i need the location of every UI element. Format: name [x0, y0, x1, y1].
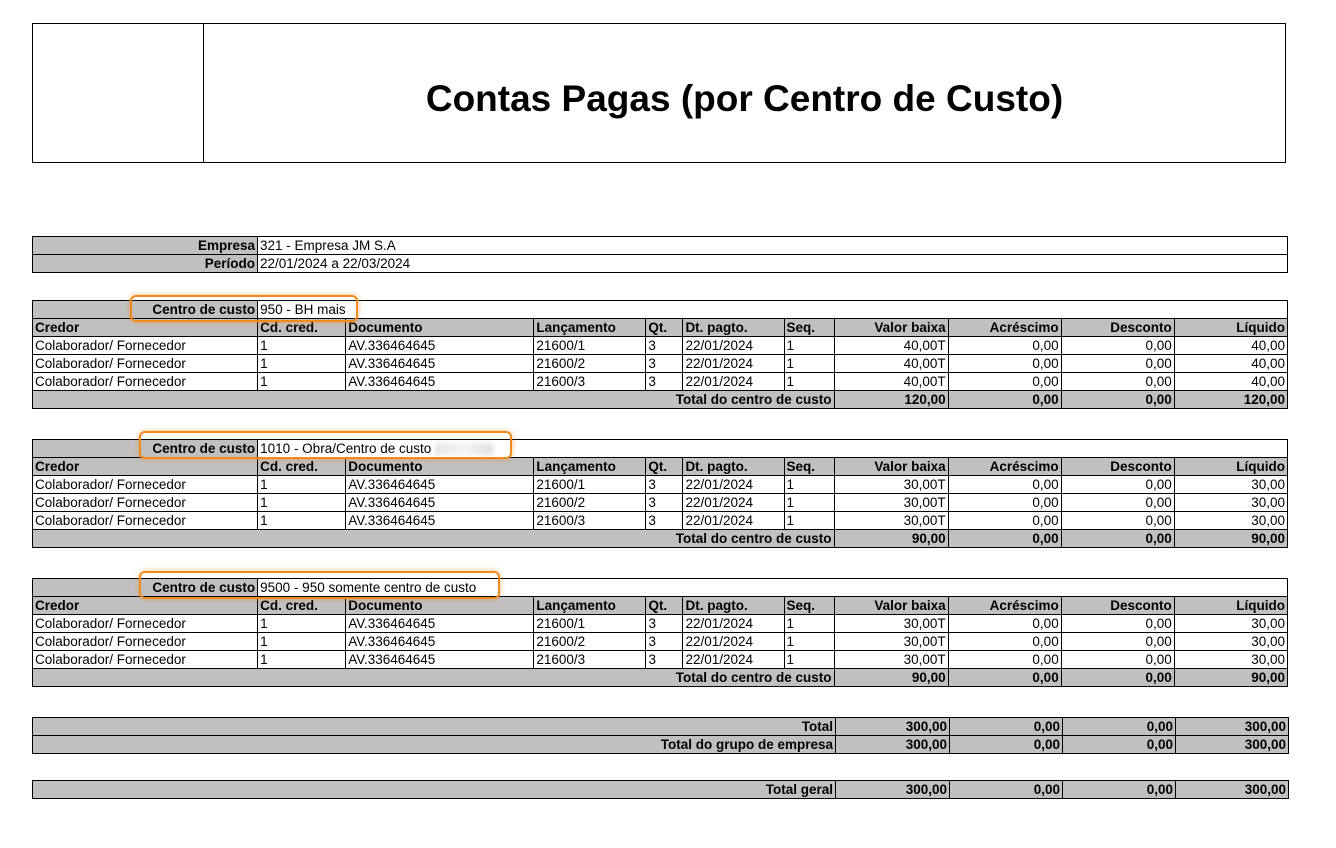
cell-dt-pagto: 22/01/2024: [683, 651, 784, 669]
cell-credor: Colaborador/ Fornecedor: [33, 373, 258, 391]
total-liquido: 90,00: [1174, 530, 1287, 548]
cell-seq: 1: [784, 651, 834, 669]
total-geral-label: Total geral: [33, 781, 836, 799]
col-header-valor-baixa: Valor baixa: [834, 597, 948, 615]
total-desconto: 0,00: [1061, 669, 1174, 687]
cell-liquido: 30,00: [1174, 633, 1287, 651]
cell-valor-baixa: 30,00T: [834, 615, 948, 633]
cell-dt-pagto: 22/01/2024: [683, 494, 784, 512]
total-valor-baixa: 90,00: [834, 669, 948, 687]
cell-cd-cred: 1: [258, 512, 346, 530]
cell-credor: Colaborador/ Fornecedor: [33, 494, 258, 512]
cell-liquido: 40,00: [1174, 373, 1287, 391]
centro-de-custo-label: Centro de custo: [33, 301, 258, 319]
cell-valor-baixa: 30,00T: [834, 476, 948, 494]
cell-cd-cred: 1: [258, 476, 346, 494]
redacted-text: [435, 443, 493, 455]
col-header-cd-cred: Cd. cred.: [258, 319, 346, 337]
cell-liquido: 30,00: [1174, 651, 1287, 669]
total-geral-table: [32, 780, 1289, 799]
cell-documento: AV.336464645: [346, 373, 534, 391]
centro-de-custo-total-row: [33, 391, 1288, 409]
grupo-acrescimo: 0,00: [950, 736, 1063, 754]
cell-liquido: 40,00: [1174, 337, 1287, 355]
total-geral-row: [33, 781, 1289, 799]
cell-lancamento: 21600/1: [534, 476, 646, 494]
centro-de-custo-value: [258, 301, 1288, 319]
geral-valor-baixa: 300,00: [836, 781, 950, 799]
geral-acrescimo: 0,00: [950, 781, 1063, 799]
centro-de-custo-total-label: Total do centro de custo: [33, 391, 835, 409]
total-liquido: 300,00: [1176, 718, 1289, 736]
cell-valor-baixa: 40,00T: [834, 355, 948, 373]
cell-credor: Colaborador/ Fornecedor: [33, 615, 258, 633]
col-header-cd-cred: Cd. cred.: [258, 458, 346, 476]
report-title: Contas Pagas (por Centro de Custo): [425, 78, 1064, 119]
geral-desconto: 0,00: [1063, 781, 1176, 799]
cell-documento: AV.336464645: [346, 494, 534, 512]
table-row: [33, 512, 1288, 530]
cell-credor: Colaborador/ Fornecedor: [33, 633, 258, 651]
cell-liquido: 30,00: [1174, 615, 1287, 633]
total-desconto: 0,00: [1061, 530, 1174, 548]
centro-de-custo-name: 1010 - Obra/Centro de custo: [260, 441, 432, 456]
centro-de-custo-name: 9500 - 950 somente centro de custo: [260, 580, 477, 595]
cell-acrescimo: 0,00: [948, 512, 1061, 530]
col-header-lancamento: Lançamento: [534, 458, 646, 476]
col-header-dt-pagto: Dt. pagto.: [683, 458, 784, 476]
cell-lancamento: 21600/3: [534, 651, 646, 669]
cell-seq: 1: [784, 615, 834, 633]
cell-lancamento: 21600/3: [534, 512, 646, 530]
cell-desconto: 0,00: [1061, 355, 1174, 373]
col-header-lancamento: Lançamento: [534, 319, 646, 337]
col-header-liquido: Líquido: [1174, 458, 1287, 476]
cell-documento: AV.336464645: [346, 476, 534, 494]
report-info-table: [32, 236, 1288, 273]
cell-valor-baixa: 30,00T: [834, 494, 948, 512]
cell-desconto: 0,00: [1061, 337, 1174, 355]
col-header-liquido: Líquido: [1174, 319, 1287, 337]
grupo-desconto: 0,00: [1063, 736, 1176, 754]
cell-qt: 3: [646, 615, 683, 633]
geral-liquido: 300,00: [1176, 781, 1289, 799]
col-header-cd-cred: Cd. cred.: [258, 597, 346, 615]
total-valor-baixa: 300,00: [836, 718, 950, 736]
cell-desconto: 0,00: [1061, 651, 1174, 669]
cell-dt-pagto: 22/01/2024: [683, 355, 784, 373]
centro-de-custo-label: Centro de custo: [33, 440, 258, 458]
centro-de-custo-table: [32, 578, 1288, 687]
cell-lancamento: 21600/2: [534, 355, 646, 373]
cell-cd-cred: 1: [258, 355, 346, 373]
cell-cd-cred: 1: [258, 633, 346, 651]
col-header-lancamento: Lançamento: [534, 597, 646, 615]
cell-desconto: 0,00: [1061, 512, 1174, 530]
col-header-acrescimo: Acréscimo: [948, 319, 1061, 337]
centro-de-custo-value: [258, 579, 1288, 597]
total-acrescimo: 0,00: [950, 718, 1063, 736]
col-header-acrescimo: Acréscimo: [948, 597, 1061, 615]
col-header-documento: Documento: [346, 458, 534, 476]
total-desconto: 0,00: [1061, 391, 1174, 409]
summary-totals-table: [32, 717, 1289, 754]
cell-qt: 3: [646, 355, 683, 373]
total-label: Total: [33, 718, 836, 736]
col-header-documento: Documento: [346, 319, 534, 337]
col-header-desconto: Desconto: [1061, 458, 1174, 476]
centro-de-custo-name: 950 - BH mais: [260, 302, 346, 317]
cell-seq: 1: [784, 355, 834, 373]
cell-documento: AV.336464645: [346, 633, 534, 651]
cell-liquido: 30,00: [1174, 512, 1287, 530]
table-row: [33, 373, 1288, 391]
cell-lancamento: 21600/1: [534, 615, 646, 633]
col-header-seq: Seq.: [784, 597, 834, 615]
cell-qt: 3: [646, 494, 683, 512]
cell-seq: 1: [784, 337, 834, 355]
centro-de-custo-table: [32, 300, 1288, 409]
cell-dt-pagto: 22/01/2024: [683, 476, 784, 494]
column-header-row: [33, 597, 1288, 615]
centro-de-custo-total-row: [33, 669, 1288, 687]
col-header-valor-baixa: Valor baixa: [834, 458, 948, 476]
col-header-credor: Credor: [33, 597, 258, 615]
total-desconto: 0,00: [1063, 718, 1176, 736]
cell-seq: 1: [784, 512, 834, 530]
cell-qt: 3: [646, 633, 683, 651]
col-header-documento: Documento: [346, 597, 534, 615]
cell-valor-baixa: 40,00T: [834, 337, 948, 355]
periodo-value: 22/01/2024 a 22/03/2024: [258, 255, 1288, 273]
total-grupo-label: Total do grupo de empresa: [33, 736, 836, 754]
table-row: [33, 633, 1288, 651]
cell-cd-cred: 1: [258, 651, 346, 669]
table-row: [33, 494, 1288, 512]
grupo-valor-baixa: 300,00: [836, 736, 950, 754]
total-valor-baixa: 120,00: [834, 391, 948, 409]
cell-liquido: 30,00: [1174, 494, 1287, 512]
empresa-row: [33, 237, 1288, 255]
cell-cd-cred: 1: [258, 615, 346, 633]
cell-lancamento: 21600/2: [534, 633, 646, 651]
col-header-acrescimo: Acréscimo: [948, 458, 1061, 476]
cell-qt: 3: [646, 651, 683, 669]
cell-valor-baixa: 40,00T: [834, 373, 948, 391]
cell-documento: AV.336464645: [346, 337, 534, 355]
cell-dt-pagto: 22/01/2024: [683, 633, 784, 651]
table-row: [33, 476, 1288, 494]
cell-desconto: 0,00: [1061, 615, 1174, 633]
total-acrescimo: 0,00: [948, 669, 1061, 687]
total-grupo-row: [33, 736, 1289, 754]
total-acrescimo: 0,00: [948, 391, 1061, 409]
cell-documento: AV.336464645: [346, 615, 534, 633]
cell-cd-cred: 1: [258, 494, 346, 512]
cell-dt-pagto: 22/01/2024: [683, 512, 784, 530]
cell-acrescimo: 0,00: [948, 494, 1061, 512]
cell-liquido: 40,00: [1174, 355, 1287, 373]
centro-de-custo-row: [33, 440, 1288, 458]
cell-credor: Colaborador/ Fornecedor: [33, 355, 258, 373]
logo-placeholder: [33, 24, 204, 162]
cell-seq: 1: [784, 494, 834, 512]
periodo-label: Período: [33, 255, 258, 273]
cell-acrescimo: 0,00: [948, 476, 1061, 494]
cell-credor: Colaborador/ Fornecedor: [33, 512, 258, 530]
periodo-row: [33, 255, 1288, 273]
col-header-credor: Credor: [33, 458, 258, 476]
cell-desconto: 0,00: [1061, 494, 1174, 512]
cell-lancamento: 21600/2: [534, 494, 646, 512]
cell-valor-baixa: 30,00T: [834, 651, 948, 669]
cell-acrescimo: 0,00: [948, 337, 1061, 355]
cell-credor: Colaborador/ Fornecedor: [33, 476, 258, 494]
cell-lancamento: 21600/3: [534, 373, 646, 391]
cell-qt: 3: [646, 337, 683, 355]
cell-desconto: 0,00: [1061, 633, 1174, 651]
cell-cd-cred: 1: [258, 337, 346, 355]
cell-valor-baixa: 30,00T: [834, 633, 948, 651]
column-header-row: [33, 319, 1288, 337]
cell-credor: Colaborador/ Fornecedor: [33, 651, 258, 669]
cell-acrescimo: 0,00: [948, 651, 1061, 669]
grupo-liquido: 300,00: [1176, 736, 1289, 754]
table-row: [33, 615, 1288, 633]
cell-qt: 3: [646, 476, 683, 494]
centro-de-custo-total-label: Total do centro de custo: [33, 530, 835, 548]
col-header-qt: Qt.: [646, 319, 683, 337]
cell-credor: Colaborador/ Fornecedor: [33, 337, 258, 355]
cell-dt-pagto: 22/01/2024: [683, 373, 784, 391]
centro-de-custo-row: [33, 579, 1288, 597]
cell-lancamento: 21600/1: [534, 337, 646, 355]
total-liquido: 120,00: [1174, 391, 1287, 409]
col-header-credor: Credor: [33, 319, 258, 337]
report-header: [32, 23, 1286, 163]
centro-de-custo-row: [33, 301, 1288, 319]
cell-liquido: 30,00: [1174, 476, 1287, 494]
cell-cd-cred: 1: [258, 373, 346, 391]
cell-acrescimo: 0,00: [948, 633, 1061, 651]
cell-seq: 1: [784, 633, 834, 651]
cell-acrescimo: 0,00: [948, 373, 1061, 391]
centro-de-custo-total-row: [33, 530, 1288, 548]
col-header-desconto: Desconto: [1061, 597, 1174, 615]
cell-seq: 1: [784, 476, 834, 494]
cell-seq: 1: [784, 373, 834, 391]
cell-dt-pagto: 22/01/2024: [683, 615, 784, 633]
table-row: [33, 651, 1288, 669]
cell-acrescimo: 0,00: [948, 355, 1061, 373]
cell-documento: AV.336464645: [346, 512, 534, 530]
centro-de-custo-table: [32, 439, 1288, 548]
empresa-label: Empresa: [33, 237, 258, 255]
centro-de-custo-value: [258, 440, 1288, 458]
total-row: [33, 718, 1289, 736]
cell-valor-baixa: 30,00T: [834, 512, 948, 530]
col-header-qt: Qt.: [646, 458, 683, 476]
centro-de-custo-label: Centro de custo: [33, 579, 258, 597]
total-valor-baixa: 90,00: [834, 530, 948, 548]
cell-desconto: 0,00: [1061, 476, 1174, 494]
total-acrescimo: 0,00: [948, 530, 1061, 548]
col-header-liquido: Líquido: [1174, 597, 1287, 615]
col-header-desconto: Desconto: [1061, 319, 1174, 337]
col-header-qt: Qt.: [646, 597, 683, 615]
cell-qt: 3: [646, 512, 683, 530]
table-row: [33, 355, 1288, 373]
cell-qt: 3: [646, 373, 683, 391]
col-header-seq: Seq.: [784, 319, 834, 337]
table-row: [33, 337, 1288, 355]
total-liquido: 90,00: [1174, 669, 1287, 687]
cell-documento: AV.336464645: [346, 355, 534, 373]
col-header-dt-pagto: Dt. pagto.: [683, 597, 784, 615]
col-header-valor-baixa: Valor baixa: [834, 319, 948, 337]
col-header-dt-pagto: Dt. pagto.: [683, 319, 784, 337]
cell-dt-pagto: 22/01/2024: [683, 337, 784, 355]
centro-de-custo-total-label: Total do centro de custo: [33, 669, 835, 687]
cell-desconto: 0,00: [1061, 373, 1174, 391]
empresa-value: 321 - Empresa JM S.A: [258, 237, 1288, 255]
col-header-seq: Seq.: [784, 458, 834, 476]
cell-acrescimo: 0,00: [948, 615, 1061, 633]
cell-documento: AV.336464645: [346, 651, 534, 669]
column-header-row: [33, 458, 1288, 476]
